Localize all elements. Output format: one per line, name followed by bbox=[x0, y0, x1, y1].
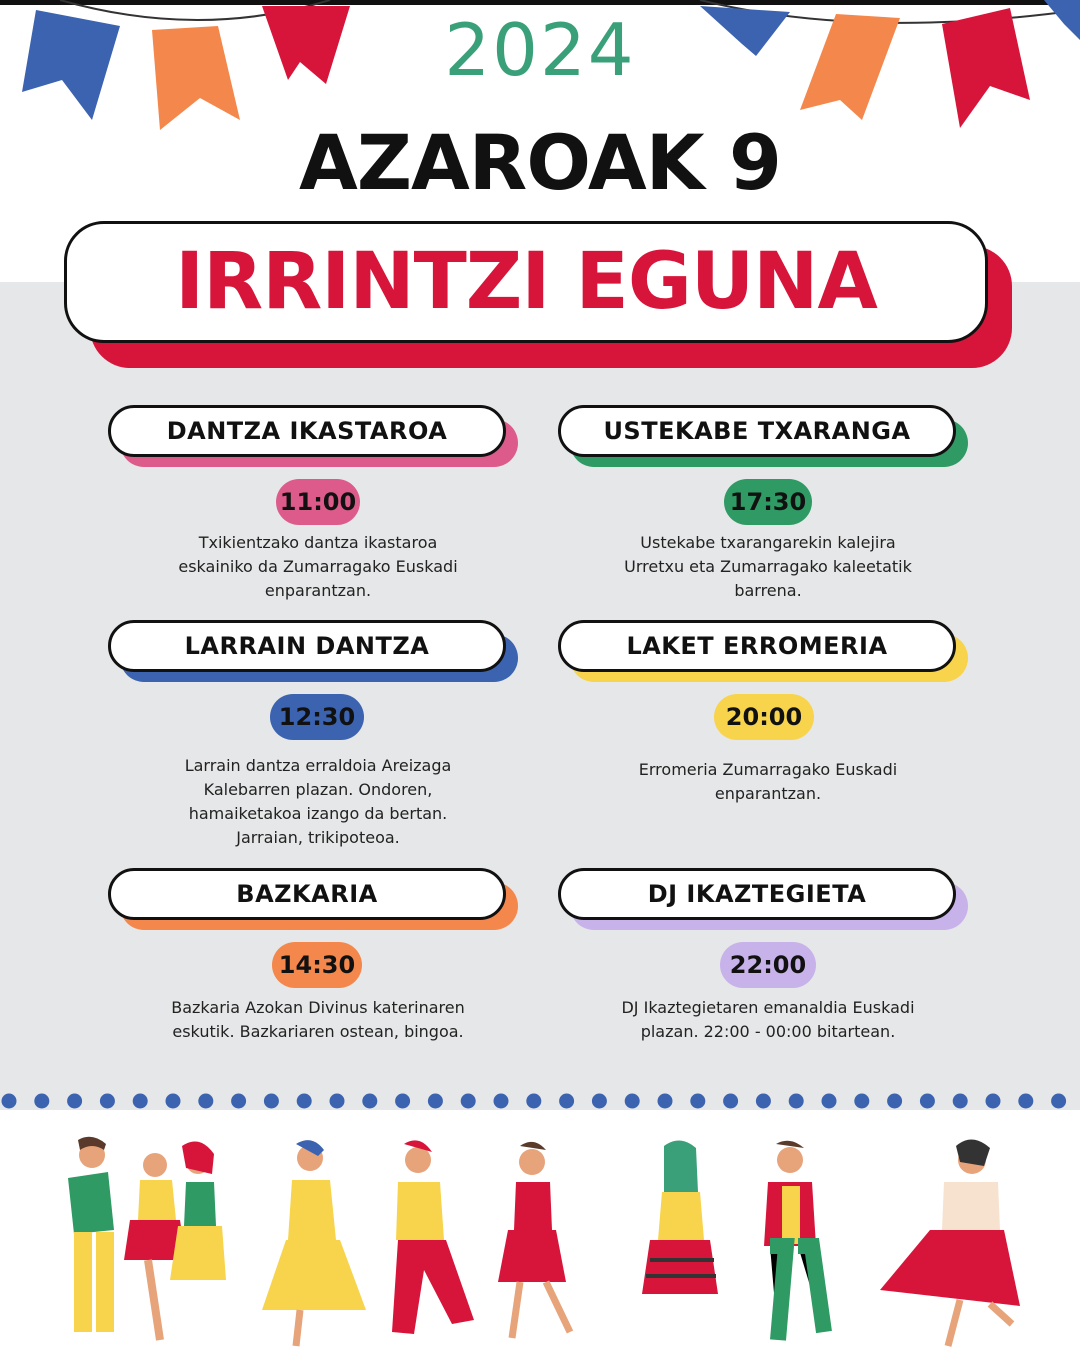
divider-dot bbox=[166, 1094, 181, 1109]
divider-dot bbox=[330, 1094, 345, 1109]
divider-dot bbox=[920, 1094, 935, 1109]
divider-dot bbox=[231, 1094, 246, 1109]
divider-dot bbox=[264, 1094, 279, 1109]
divider-dot bbox=[198, 1094, 213, 1109]
event-title: DJ IKAZTEGIETA bbox=[558, 868, 956, 920]
event-time-badge: 14:30 bbox=[272, 942, 362, 988]
dancing-people-icon bbox=[0, 1110, 1080, 1357]
divider-dot bbox=[789, 1094, 804, 1109]
divider-dot bbox=[461, 1094, 476, 1109]
date-heading: AZAROAK 9 bbox=[299, 118, 781, 207]
divider-dot bbox=[953, 1094, 968, 1109]
year-heading: 2024 bbox=[444, 8, 636, 92]
event-title: DANTZA IKASTAROA bbox=[108, 405, 506, 457]
event-description: Ustekabe txarangarekin kalejira Urretxu eta Zumarragako kaleetatik barrena. bbox=[624, 533, 912, 600]
event-title: LAKET ERROMERIA bbox=[558, 620, 956, 672]
divider-dot bbox=[362, 1094, 377, 1109]
divider-dot bbox=[133, 1094, 148, 1109]
divider-dot bbox=[986, 1094, 1001, 1109]
divider-dot bbox=[100, 1094, 115, 1109]
event-title: LARRAIN DANTZA bbox=[108, 620, 506, 672]
divider-dot bbox=[559, 1094, 574, 1109]
title-banner bbox=[64, 221, 988, 343]
divider-dot bbox=[428, 1094, 443, 1109]
divider-dot bbox=[1051, 1094, 1066, 1109]
event-title: BAZKARIA bbox=[108, 868, 506, 920]
divider-dot bbox=[756, 1094, 771, 1109]
divider-dot bbox=[658, 1094, 673, 1109]
event-time-badge: 17:30 bbox=[724, 479, 812, 525]
divider-dot bbox=[2, 1094, 17, 1109]
divider-dot bbox=[822, 1094, 837, 1109]
event-description: Txikientzako dantza ikastaroa eskainiko da Zumarragako Euskadi enparantzan. bbox=[178, 533, 458, 600]
divider-dot bbox=[723, 1094, 738, 1109]
event-description: Bazkaria Azokan Divinus katerinaren eskutik. Bazkariaren ostean, bingoa. bbox=[171, 998, 465, 1041]
divider-dot bbox=[690, 1094, 705, 1109]
event-time-badge: 20:00 bbox=[714, 694, 814, 740]
divider-dot bbox=[395, 1094, 410, 1109]
event-time-badge: 22:00 bbox=[720, 942, 816, 988]
event-title: USTEKABE TXARANGA bbox=[558, 405, 956, 457]
divider-dot bbox=[526, 1094, 541, 1109]
divider-dot bbox=[592, 1094, 607, 1109]
divider-dot bbox=[854, 1094, 869, 1109]
event-time-badge: 12:30 bbox=[270, 694, 364, 740]
event-description: DJ Ikaztegietaren emanaldia Euskadi plazan. 22:00 - 00:00 bitartean. bbox=[621, 998, 915, 1041]
divider-dot bbox=[297, 1094, 312, 1109]
divider-dot bbox=[494, 1094, 509, 1109]
divider-dot bbox=[34, 1094, 49, 1109]
page-title: IRRINTZI EGUNA bbox=[175, 237, 877, 327]
divider-dot bbox=[887, 1094, 902, 1109]
event-time-badge: 11:00 bbox=[276, 479, 360, 525]
event-description: Larrain dantza erraldoia Areizaga Kalebarren plazan. Ondoren, hamaiketakoa izango da bertan. Jarraian, trikipoteoa. bbox=[184, 756, 452, 847]
event-description: Erromeria Zumarragako Euskadi enparantzan. bbox=[638, 760, 898, 803]
divider-dot bbox=[67, 1094, 82, 1109]
divider-dot bbox=[1018, 1094, 1033, 1109]
divider-dot bbox=[625, 1094, 640, 1109]
